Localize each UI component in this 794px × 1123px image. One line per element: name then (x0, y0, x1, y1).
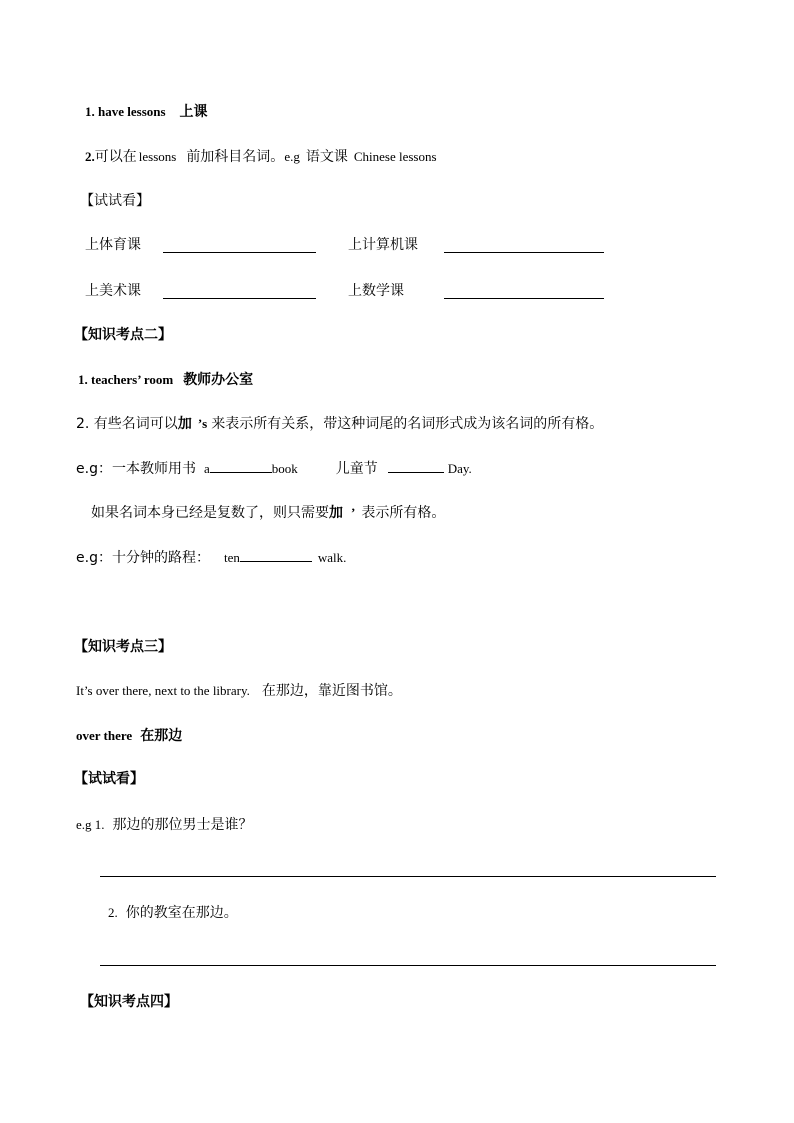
item2-chinese-class: 语文课 (305, 149, 348, 165)
plural-possessive-note (91, 504, 445, 522)
eg1-book: book (271, 461, 298, 476)
sentence-cn: 在那边，靠近图书馆。 (261, 683, 402, 699)
item2-number: 2. (85, 149, 95, 164)
possessive-text-b: 来表示所有关系，带这种词尾的名词形式成为该名词的所有格。 (211, 416, 604, 432)
eg2-ten: ten (223, 550, 240, 565)
exercise-pe: 上体育课 (85, 237, 141, 253)
try-header-1: 【试试看】 (80, 193, 150, 209)
possessive-add: 加 (177, 416, 192, 432)
item2-lessons: lessons (138, 149, 177, 164)
possessive-text-a: 2. 有些名词可以 (76, 416, 178, 432)
item-subject-rule (85, 148, 437, 166)
q2-text: 你的教室在那边。 (125, 905, 238, 921)
translation-question-2 (108, 904, 238, 922)
translation-question-1 (76, 816, 253, 834)
try-header-2: 【试试看】 (74, 771, 144, 787)
exercise-computer: 上计算机课 (348, 237, 418, 253)
possessive-example-1 (76, 460, 472, 478)
eg1-prompt: e.g：一本教师用书 (76, 461, 196, 477)
item-teachers-room-en: 1. teachers’ room (78, 372, 174, 387)
note-apostrophe: ’ (351, 505, 356, 520)
exercise-math: 上数学课 (348, 283, 404, 299)
item-have-lessons-cn: 上课 (179, 104, 208, 120)
eg1-day: Day. (447, 461, 472, 476)
note-text-b: 表示所有格。 (361, 505, 446, 521)
item-teachers-room (78, 371, 253, 389)
exercise-art: 上美术课 (85, 283, 141, 299)
answer-blank-art[interactable] (163, 286, 316, 299)
item-have-lessons-en: 1. have lessons (85, 104, 166, 119)
q1-label: e.g 1. (76, 817, 105, 832)
answer-blank-ten-minutes[interactable] (240, 549, 312, 562)
eg2-prompt: e.g：十分钟的路程： (76, 550, 210, 566)
eg2-walk: walk. (317, 550, 347, 565)
phrase-cn: 在那边 (140, 728, 183, 744)
section-header-4: 【知识考点四】 (80, 994, 178, 1010)
possessive-s: ’s (197, 416, 208, 431)
item-have-lessons (85, 103, 208, 121)
section-header-3: 【知识考点三】 (74, 639, 172, 655)
q2-label: 2. (108, 905, 118, 920)
answer-blank-math[interactable] (444, 286, 604, 299)
item2-eg: e.g (284, 149, 300, 164)
answer-line-1[interactable] (100, 876, 716, 877)
item2-text-b: 前加科目名词。 (186, 149, 285, 165)
note-text-a: 如果名词本身已经是复数了，则只需要 (91, 505, 329, 521)
phrase-en: over there (76, 728, 133, 743)
section-header-2: 【知识考点二】 (74, 327, 172, 343)
eg1-childrens-day-cn: 儿童节 (335, 461, 378, 477)
answer-blank-teachers-book[interactable] (210, 460, 272, 473)
q1-text: 那边的那位男士是谁？ (112, 817, 253, 833)
example-sentence (76, 682, 402, 700)
item2-text-a: 可以在 (94, 149, 137, 165)
phrase-over-there (76, 727, 182, 745)
item2-chinese-lessons: Chinese lessons (353, 149, 437, 164)
sentence-en: It’s over there, next to the library. (76, 683, 250, 698)
answer-blank-pe[interactable] (163, 240, 316, 253)
note-add: 加 (329, 505, 343, 521)
answer-line-2[interactable] (100, 965, 716, 966)
possessive-example-2 (76, 549, 346, 567)
answer-blank-computer[interactable] (444, 240, 604, 253)
item-possessive-rule (76, 415, 603, 433)
answer-blank-childrens-day[interactable] (388, 460, 444, 473)
item-teachers-room-cn: 教师办公室 (183, 372, 254, 388)
eg1-article: a (203, 461, 210, 476)
